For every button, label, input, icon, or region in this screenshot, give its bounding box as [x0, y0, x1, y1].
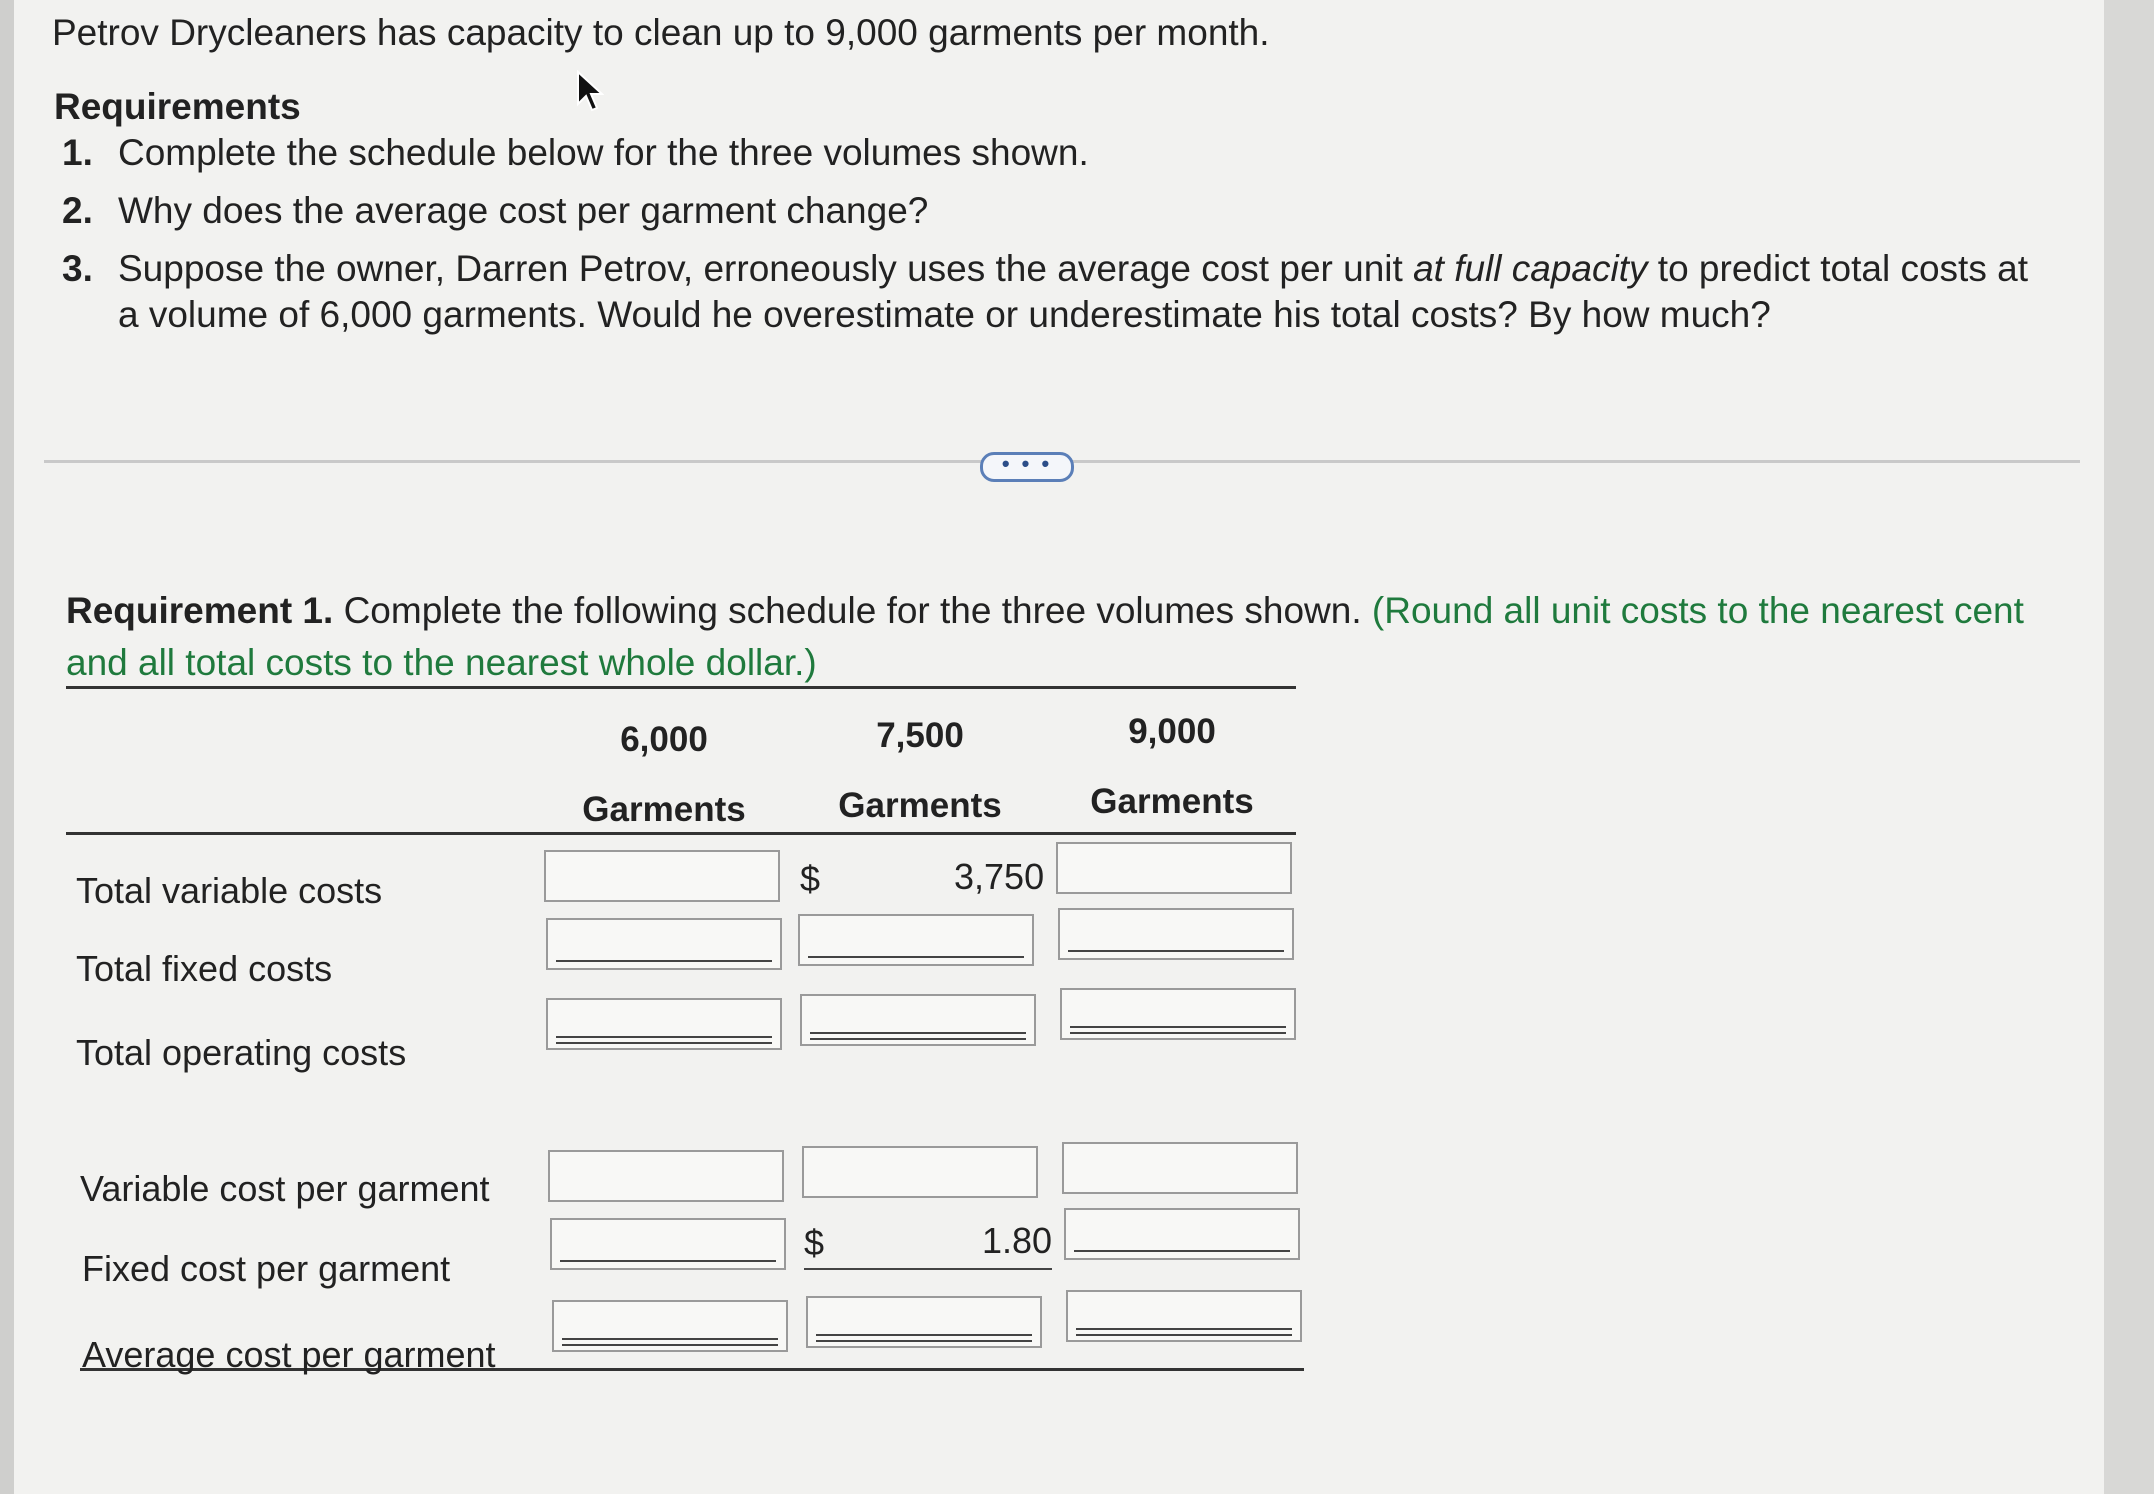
requirement-text-cont: to predict total costs at a volume of 6,000 garments. Would he overestimate or underestimate his total costs? By how much?	[118, 248, 2028, 335]
row-fixed-cost-per-garment: Fixed cost per garment	[82, 1248, 451, 1289]
fcpg-7500-underline	[804, 1268, 1052, 1270]
window-edge	[0, 0, 14, 1494]
requirements-list	[62, 130, 2042, 350]
requirement-number: 3.	[62, 248, 93, 289]
mouse-pointer-icon	[574, 70, 604, 114]
row-average-cost-per-garment: Average cost per garment	[82, 1334, 496, 1375]
requirement-text: Suppose the owner, Darren Petrov, erroneously uses the average cost per unit	[118, 248, 1414, 289]
tfc-7500-input[interactable]	[798, 914, 1034, 966]
expand-more-button[interactable]: • • •	[980, 452, 1074, 482]
header-rule	[66, 832, 1296, 835]
requirement-1-instructions	[66, 585, 2056, 689]
row-total-fixed-costs: Total fixed costs	[76, 948, 333, 989]
acpg-6000-input[interactable]	[552, 1300, 788, 1352]
rounding-note: (Round all unit costs to the nearest cent and all total costs to the nearest whole dollar.)	[66, 590, 2024, 683]
tvc-7500-dollar-sign: $	[800, 858, 821, 899]
scrollbar-track[interactable]	[2104, 0, 2154, 1494]
tfc-9000-input[interactable]	[1058, 908, 1294, 960]
requirement-item	[62, 130, 2042, 176]
vcpg-9000-input[interactable]	[1062, 1142, 1298, 1194]
fcpg-7500-dollar-sign: $	[804, 1222, 825, 1263]
requirement-item	[62, 246, 2042, 338]
requirement-number: 2.	[62, 190, 93, 231]
toc-7500-input[interactable]	[800, 994, 1036, 1046]
requirement-emphasis: at full capacity	[1413, 248, 1648, 289]
vcpg-7500-input[interactable]	[802, 1146, 1038, 1198]
col-6000-unit: Garments	[582, 790, 746, 829]
problem-intro: Petrov Drycleaners has capacity to clean up to 9,000 garments per month.	[52, 12, 1270, 53]
row-total-operating-costs: Total operating costs	[76, 1032, 407, 1073]
toc-9000-input[interactable]	[1060, 988, 1296, 1040]
fcpg-7500-value: 1.80	[982, 1220, 1053, 1261]
col-7500-volume: 7,500	[876, 716, 964, 755]
col-9000-volume: 9,000	[1128, 712, 1216, 751]
tvc-6000-input[interactable]	[544, 850, 780, 902]
tfc-6000-input[interactable]	[546, 918, 782, 970]
acpg-7500-input[interactable]	[806, 1296, 1042, 1348]
tvc-7500-value: 3,750	[954, 856, 1045, 897]
row-variable-cost-per-garment: Variable cost per garment	[80, 1168, 490, 1209]
tvc-9000-input[interactable]	[1056, 842, 1292, 894]
requirement-number: 1.	[62, 132, 93, 173]
fcpg-6000-input[interactable]	[550, 1218, 786, 1270]
vcpg-6000-input[interactable]	[548, 1150, 784, 1202]
requirement-1-text: Complete the following schedule for the three volumes shown.	[333, 590, 1362, 631]
requirement-text: Complete the schedule below for the three volumes shown.	[118, 132, 1089, 173]
col-6000-volume: 6,000	[620, 720, 708, 759]
table-top-rule	[66, 686, 1296, 689]
requirement-text: Why does the average cost per garment change?	[118, 190, 929, 231]
requirements-heading: Requirements	[54, 86, 301, 127]
col-9000-unit: Garments	[1090, 782, 1254, 821]
col-7500-unit: Garments	[838, 786, 1002, 825]
requirement-1-label: Requirement 1.	[66, 590, 334, 631]
acpg-9000-input[interactable]	[1066, 1290, 1302, 1342]
toc-6000-input[interactable]	[546, 998, 782, 1050]
row-total-variable-costs: Total variable costs	[76, 870, 383, 911]
fcpg-9000-input[interactable]	[1064, 1208, 1300, 1260]
requirement-item	[62, 188, 2042, 234]
